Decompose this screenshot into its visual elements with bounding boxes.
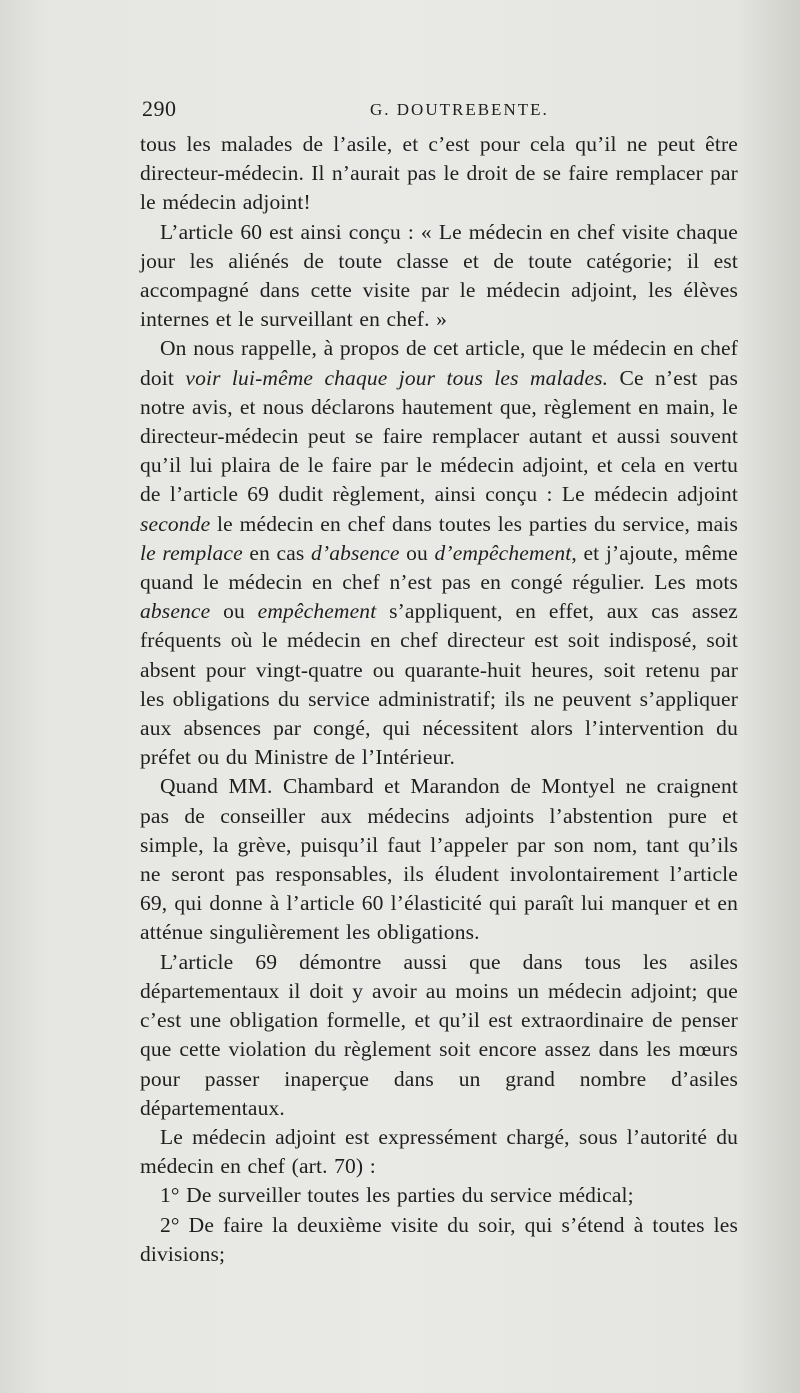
italic-text-segment: empêchement (257, 599, 377, 624)
page-number: 290 (142, 96, 177, 121)
paragraph (140, 130, 738, 218)
paragraph (140, 1181, 738, 1210)
paragraph (140, 1211, 738, 1269)
text-segment: en cas (242, 540, 312, 565)
text-segment: L’article 60 est ainsi conçu : « Le médecin en chef visite chaque jour les aliénés de toute classe et de toute catégorie; il est accompagné dans cette visite par le médecin adjoint, les élèves internes et le surveillant en chef. » (140, 219, 738, 332)
text-segment: L’article 69 démontre aussi que dans tous les asiles départementaux il doit y avoir au moins un médecin adjoint; que c’est une obligation formelle, et qu’il est extraordinaire de penser que cette violation du règlement soit encore assez dans les mœurs pour passer inaperçue dans un grand nombre d’asiles départementaux. (140, 949, 738, 1120)
text-segment: Le médecin adjoint est expressément chargé, sous l’autorité du médecin en chef (art. 70) : (140, 1124, 738, 1179)
text-segment: ou (399, 540, 435, 565)
text-segment: s’appliquent, en effet, aux cas assez fréquents où le médecin en chef directeur est soit indisposé, soit absent pour vingt-quatre ou quarante-huit heures, soit retenu par les obligations du service administratif; ils ne peuvent s’appliquer aux absences par congé, qui nécessitent alors l’intervention du préfet ou du Ministre de l’Intérieur. (140, 599, 738, 770)
text-segment: On nous rappelle, à propos de cet article, que le médecin en chef doit (140, 336, 738, 390)
italic-text-segment: voir lui-même chaque jour tous les malades. (185, 365, 609, 390)
paragraph (140, 948, 738, 1123)
italic-text-segment: d’empêchement (434, 540, 572, 565)
text-segment: 1° De surveiller toutes les parties du service médical; (160, 1183, 634, 1208)
text-segment: Quand MM. Chambard et Marandon de Montyel ne craignent pas de conseiller aux médecins adjoints l’abstention pure et simple, la grève, puisqu’il faut l’appeler par son nom, tant qu’ils ne seront pas responsables, ils éludent involontairement l’article 69, qui donne à l’article 60 l’élasticité qui paraît lui manquer et en atténue singulièrement les obligations. (140, 774, 738, 945)
text-segment: , et j’ajoute, même quand le médecin en chef n’est pas en congé régulier. Les mots (140, 540, 738, 595)
text-segment: 2° De faire la deuxième visite du soir, qui s’étend à toutes les divisions; (140, 1212, 738, 1266)
page-header (140, 96, 740, 126)
italic-text-segment: d’absence (311, 540, 400, 565)
paragraph (140, 772, 738, 947)
italic-text-segment: seconde (140, 511, 211, 536)
paragraph (140, 1123, 738, 1181)
text-segment: tous les malades de l’asile, et c’est pour cela qu’il ne peut être directeur-médecin. Il n’aurait pas le droit de se faire remplacer par le médecin adjoint! (140, 132, 738, 215)
text-segment: le médecin en chef dans toutes les parties du service, mais (210, 511, 738, 536)
text-segment: Ce n’est pas notre avis, et nous déclarons hautement que, règlement en main, le directeur-médecin peut se faire remplacer autant et aussi souvent qu’il lui plaira de le faire par le médecin adjoint, et cela en vertu de l’article 69 dudit règlement, ainsi conçu : Le médecin adjoint (140, 365, 738, 507)
paragraph (140, 334, 738, 772)
paragraph (140, 218, 738, 335)
italic-text-segment: le remplace (140, 540, 243, 565)
body-text (140, 130, 738, 1269)
running-head: G. DOUTREBENTE. (370, 100, 549, 119)
text-segment: ou (210, 599, 258, 624)
italic-text-segment: absence (140, 599, 211, 624)
